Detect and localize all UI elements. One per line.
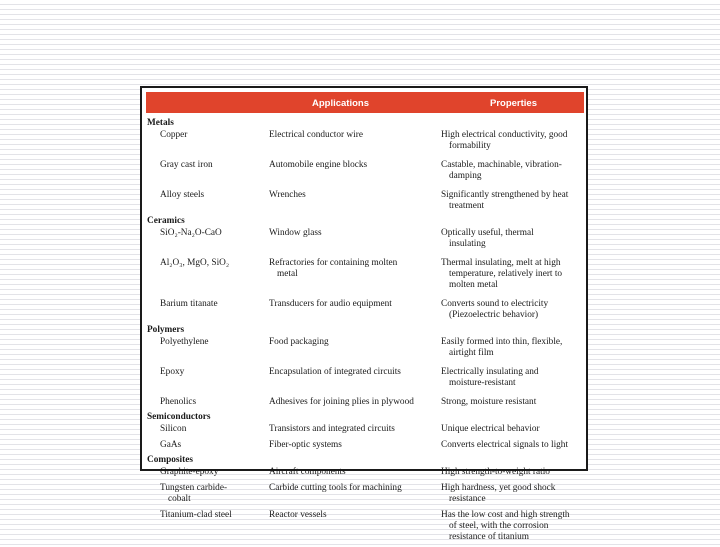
properties-text-line: moisture-resistant xyxy=(449,378,516,388)
materials-table xyxy=(146,92,584,547)
application-text-line: Food packaging xyxy=(269,337,329,347)
properties-text xyxy=(441,510,584,543)
properties-text-line: Converts electrical signals to light xyxy=(441,440,569,450)
properties-text-line: damping xyxy=(449,171,482,181)
properties-text-line: Strong, moisture resistant xyxy=(441,397,537,407)
properties-text xyxy=(441,467,584,478)
application-text xyxy=(264,467,441,478)
properties-text-line: Electrically insulating and xyxy=(441,367,539,377)
row-spacer xyxy=(146,478,584,482)
properties-text-line: formability xyxy=(449,141,491,151)
row-spacer xyxy=(146,435,584,439)
row-spacer xyxy=(146,389,584,396)
table-row xyxy=(146,299,584,321)
table-row xyxy=(146,228,584,250)
application-text xyxy=(264,424,441,435)
application-text-line: Electrical conductor wire xyxy=(269,130,363,140)
table-row xyxy=(146,510,584,543)
material-name-line: Alloy steels xyxy=(160,190,205,200)
application-text xyxy=(264,483,441,505)
category-metals: Metals xyxy=(147,118,174,128)
material-name-line: Silicon xyxy=(160,424,187,434)
properties-text xyxy=(441,130,584,152)
material-name-line: Al₂O₃, MgO, SiO₂ xyxy=(160,258,230,268)
application-text-line: Wrenches xyxy=(269,190,306,200)
row-spacer xyxy=(146,152,584,159)
category-composites: Composites xyxy=(147,455,193,465)
material-name-line: GaAs xyxy=(160,440,182,450)
material-name xyxy=(146,228,264,250)
table-body xyxy=(146,113,584,547)
properties-text-line: temperature, relatively inert to xyxy=(449,269,563,279)
material-name xyxy=(146,337,264,359)
material-name xyxy=(146,440,264,451)
properties-text xyxy=(441,483,584,505)
application-text xyxy=(264,228,441,250)
application-text xyxy=(264,510,441,543)
application-text-line: Refractories for containing molten xyxy=(269,258,398,268)
properties-text-line: Castable, machinable, vibration- xyxy=(441,160,562,170)
row-spacer xyxy=(146,505,584,509)
table-row xyxy=(146,397,584,408)
table-row xyxy=(146,190,584,212)
properties-text xyxy=(441,397,584,408)
properties-text xyxy=(441,299,584,321)
table-row xyxy=(146,337,584,359)
properties-text-line: Converts sound to electricity xyxy=(441,299,549,309)
properties-text-line: Unique electrical behavior xyxy=(441,424,540,434)
category-polymers: Polymers xyxy=(147,325,185,335)
material-name xyxy=(146,130,264,152)
category-semiconductors: Semiconductors xyxy=(147,412,211,422)
properties-text-line: resistance of titanium xyxy=(449,532,530,542)
application-text xyxy=(264,367,441,389)
application-text xyxy=(264,299,441,321)
material-name xyxy=(146,397,264,408)
properties-text-line: of steel, with the corrosion xyxy=(449,521,549,531)
application-text-line: Fiber-optic systems xyxy=(269,440,342,450)
properties-text-line: treatment xyxy=(449,201,485,211)
material-name xyxy=(146,510,264,543)
material-name-line: Titanium-clad steel xyxy=(160,510,232,520)
material-name-line: SiO₂-Na₂O-CaO xyxy=(160,228,222,238)
material-name-line: Gray cast iron xyxy=(160,160,213,170)
properties-text-line: Easily formed into thin, flexible, xyxy=(441,337,563,347)
material-name-line: Graphite-epoxy xyxy=(160,467,219,477)
table-image-frame xyxy=(140,86,588,542)
application-text xyxy=(264,258,441,291)
application-text-line: Reactor vessels xyxy=(269,510,327,520)
application-text-line: Transducers for audio equipment xyxy=(269,299,392,309)
application-text xyxy=(264,130,441,152)
properties-text xyxy=(441,228,584,250)
material-name-line: Barium titanate xyxy=(160,299,218,309)
properties-text-line: High strength-to-weight ratio xyxy=(441,467,550,477)
application-text xyxy=(264,160,441,182)
material-name xyxy=(146,467,264,478)
application-text xyxy=(264,440,441,451)
properties-text-line: Significantly strengthened by heat xyxy=(441,190,569,200)
row-spacer xyxy=(146,182,584,189)
row-spacer xyxy=(146,359,584,366)
properties-text xyxy=(441,160,584,182)
properties-text xyxy=(441,367,584,389)
application-text-line: Window glass xyxy=(269,228,322,238)
header-applications: Applications xyxy=(312,98,370,109)
table-row xyxy=(146,440,584,451)
table-row xyxy=(146,258,584,291)
material-name-line: cobalt xyxy=(168,494,191,504)
properties-text-line: High hardness, yet good shock xyxy=(441,483,556,493)
table-row xyxy=(146,367,584,389)
row-spacer xyxy=(146,291,584,298)
material-name-line: Phenolics xyxy=(160,397,197,407)
material-name xyxy=(146,367,264,389)
properties-text-line: High electrical conductivity, good xyxy=(441,130,568,140)
category-ceramics: Ceramics xyxy=(147,216,185,226)
material-name xyxy=(146,258,264,291)
application-text xyxy=(264,397,441,408)
application-text-line: Aircraft components xyxy=(269,467,346,477)
properties-text-line: Has the low cost and high strength xyxy=(441,510,570,520)
material-name xyxy=(146,483,264,505)
properties-text xyxy=(441,440,584,451)
material-name-line: Copper xyxy=(160,130,188,140)
material-name xyxy=(146,160,264,182)
properties-text-line: insulating xyxy=(449,239,486,249)
category-spacer xyxy=(146,543,584,547)
header-properties: Properties xyxy=(490,98,537,109)
application-text-line: Encapsulation of integrated circuits xyxy=(269,367,401,377)
table-row xyxy=(146,467,584,478)
properties-text-line: (Piezoelectric behavior) xyxy=(449,310,539,320)
material-name xyxy=(146,424,264,435)
properties-text-line: resistance xyxy=(449,494,486,504)
row-spacer xyxy=(146,250,584,257)
properties-text-line: molten metal xyxy=(449,280,498,290)
properties-text xyxy=(441,337,584,359)
properties-text xyxy=(441,258,584,291)
table-row xyxy=(146,130,584,152)
material-name xyxy=(146,299,264,321)
material-name-line: Epoxy xyxy=(160,367,185,377)
properties-text-line: airtight film xyxy=(449,348,494,358)
properties-text-line: Thermal insulating, melt at high xyxy=(441,258,561,268)
application-text-line: metal xyxy=(277,269,298,279)
material-name-line: Polyethylene xyxy=(160,337,209,347)
table-row xyxy=(146,160,584,182)
properties-text xyxy=(441,424,584,435)
material-name xyxy=(146,190,264,212)
table-row xyxy=(146,424,584,435)
properties-text xyxy=(441,190,584,212)
application-text-line: Transistors and integrated circuits xyxy=(269,424,395,434)
table-row xyxy=(146,483,584,505)
properties-text-line: Optically useful, thermal xyxy=(441,228,534,238)
table-header xyxy=(146,92,584,113)
application-text xyxy=(264,337,441,359)
application-text-line: Automobile engine blocks xyxy=(269,160,368,170)
application-text xyxy=(264,190,441,212)
application-text-line: Carbide cutting tools for machining xyxy=(269,483,402,493)
application-text-line: Adhesives for joining plies in plywood xyxy=(269,397,414,407)
material-name-line: Tungsten carbide- xyxy=(160,483,228,493)
